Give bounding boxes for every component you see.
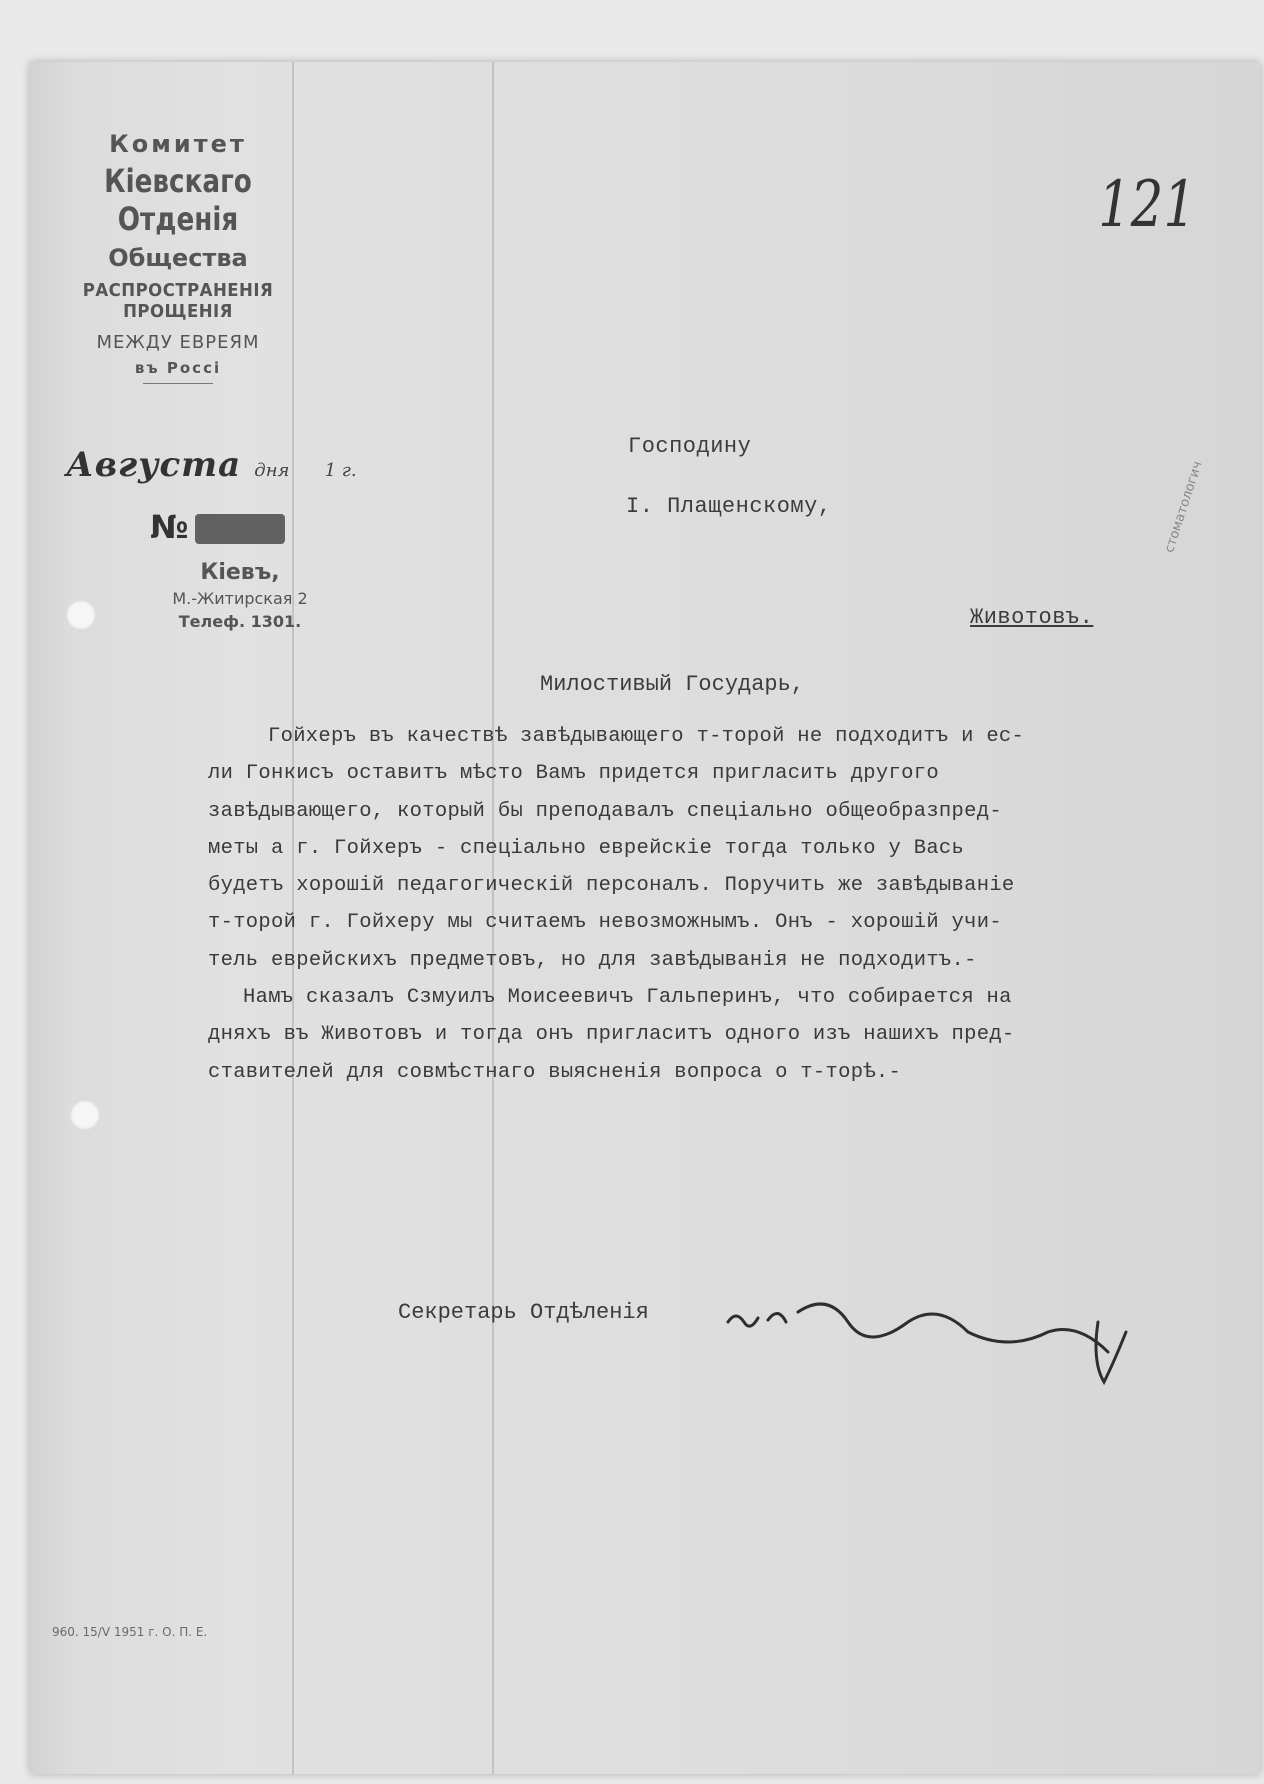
stamp-line: Общества [108,244,248,272]
letter-body [208,718,1198,1091]
body-line: ли Гонкисъ оставитъ мѣсто Вамъ придется пригласить другого [208,762,939,786]
body-line: ставителей для совмѣстнаго выясненія вопроса о т-торѣ.- [208,1060,902,1084]
letterhead-stamp [28,130,328,384]
stamp-line: МЕЖДУ ЕВРЕЯМ [96,332,260,353]
number-prefix: № [150,508,189,546]
destination-place: Животовъ. [970,605,1094,630]
stamp-date [66,445,357,485]
signature-label: Секретарь Отдѣленія [398,1300,649,1325]
signature-block [398,1300,1158,1325]
stamp-street: М.-Житирская 2 [172,589,308,608]
day-word: дня [254,460,290,481]
body-line: меты а г. Гойхеръ - спеціально еврейскіе тогда только у Вась [208,836,965,860]
stamp-phone: Телеф. 1301. [178,612,302,631]
body-line: завѣдывающего, который бы преподавалъ спеціально общеобразпред- [208,799,1002,823]
body-line: дняхъ въ Животовъ и тогда онъ пригласитъ одного изъ нашихъ пред- [208,1023,1015,1047]
stamp-divider [143,383,213,384]
body-line: будетъ хорошій педагогическій персоналъ. Поручить же завѣдываніе [208,874,1015,898]
stamp-line: РАСПРОСТРАНЕНІЯ ПРОЩЕНІЯ [82,280,274,322]
stamp-number [150,508,285,546]
stamp-address [140,560,340,631]
folio-number: 121 [1098,168,1196,242]
punch-hole [70,1100,100,1130]
stamp-line: Комитет [109,130,247,158]
addressee-name: I. Плащенскому, [626,494,832,519]
handwritten-signature [718,1282,1158,1392]
archive-stamp: 960. 15/V 1951 г. О. П. Е. [52,1625,208,1639]
addressee-title: Господину [628,434,752,459]
body-line: т-торой г. Гойхеру мы считаемъ невозможнымъ. Онъ - хорошій учи- [208,911,1002,935]
punch-hole [66,600,96,630]
stamp-city: Кіевъ, [200,560,280,585]
handwritten-month: Августа [66,445,242,485]
year-suffix: 1 г. [324,460,357,481]
handwritten-number [195,514,285,544]
stamp-line: въ Россі [134,359,222,377]
body-line: Гойхеръ въ качествѣ завѣдывающего т-торой не подходитъ и ес- [268,725,1025,748]
margin-note: стоматологич [1162,459,1206,555]
stamp-line: Кіевскаго Отденія [104,162,252,238]
body-line: тель еврейскихъ предметовъ, но для завѣдыванія не подходитъ.- [208,948,977,972]
salutation: Милостивый Государь, [540,672,805,697]
body-line: Намъ сказалъ Сзмуилъ Моисеевичъ Гальперинъ, что собирается на [243,986,1012,1010]
